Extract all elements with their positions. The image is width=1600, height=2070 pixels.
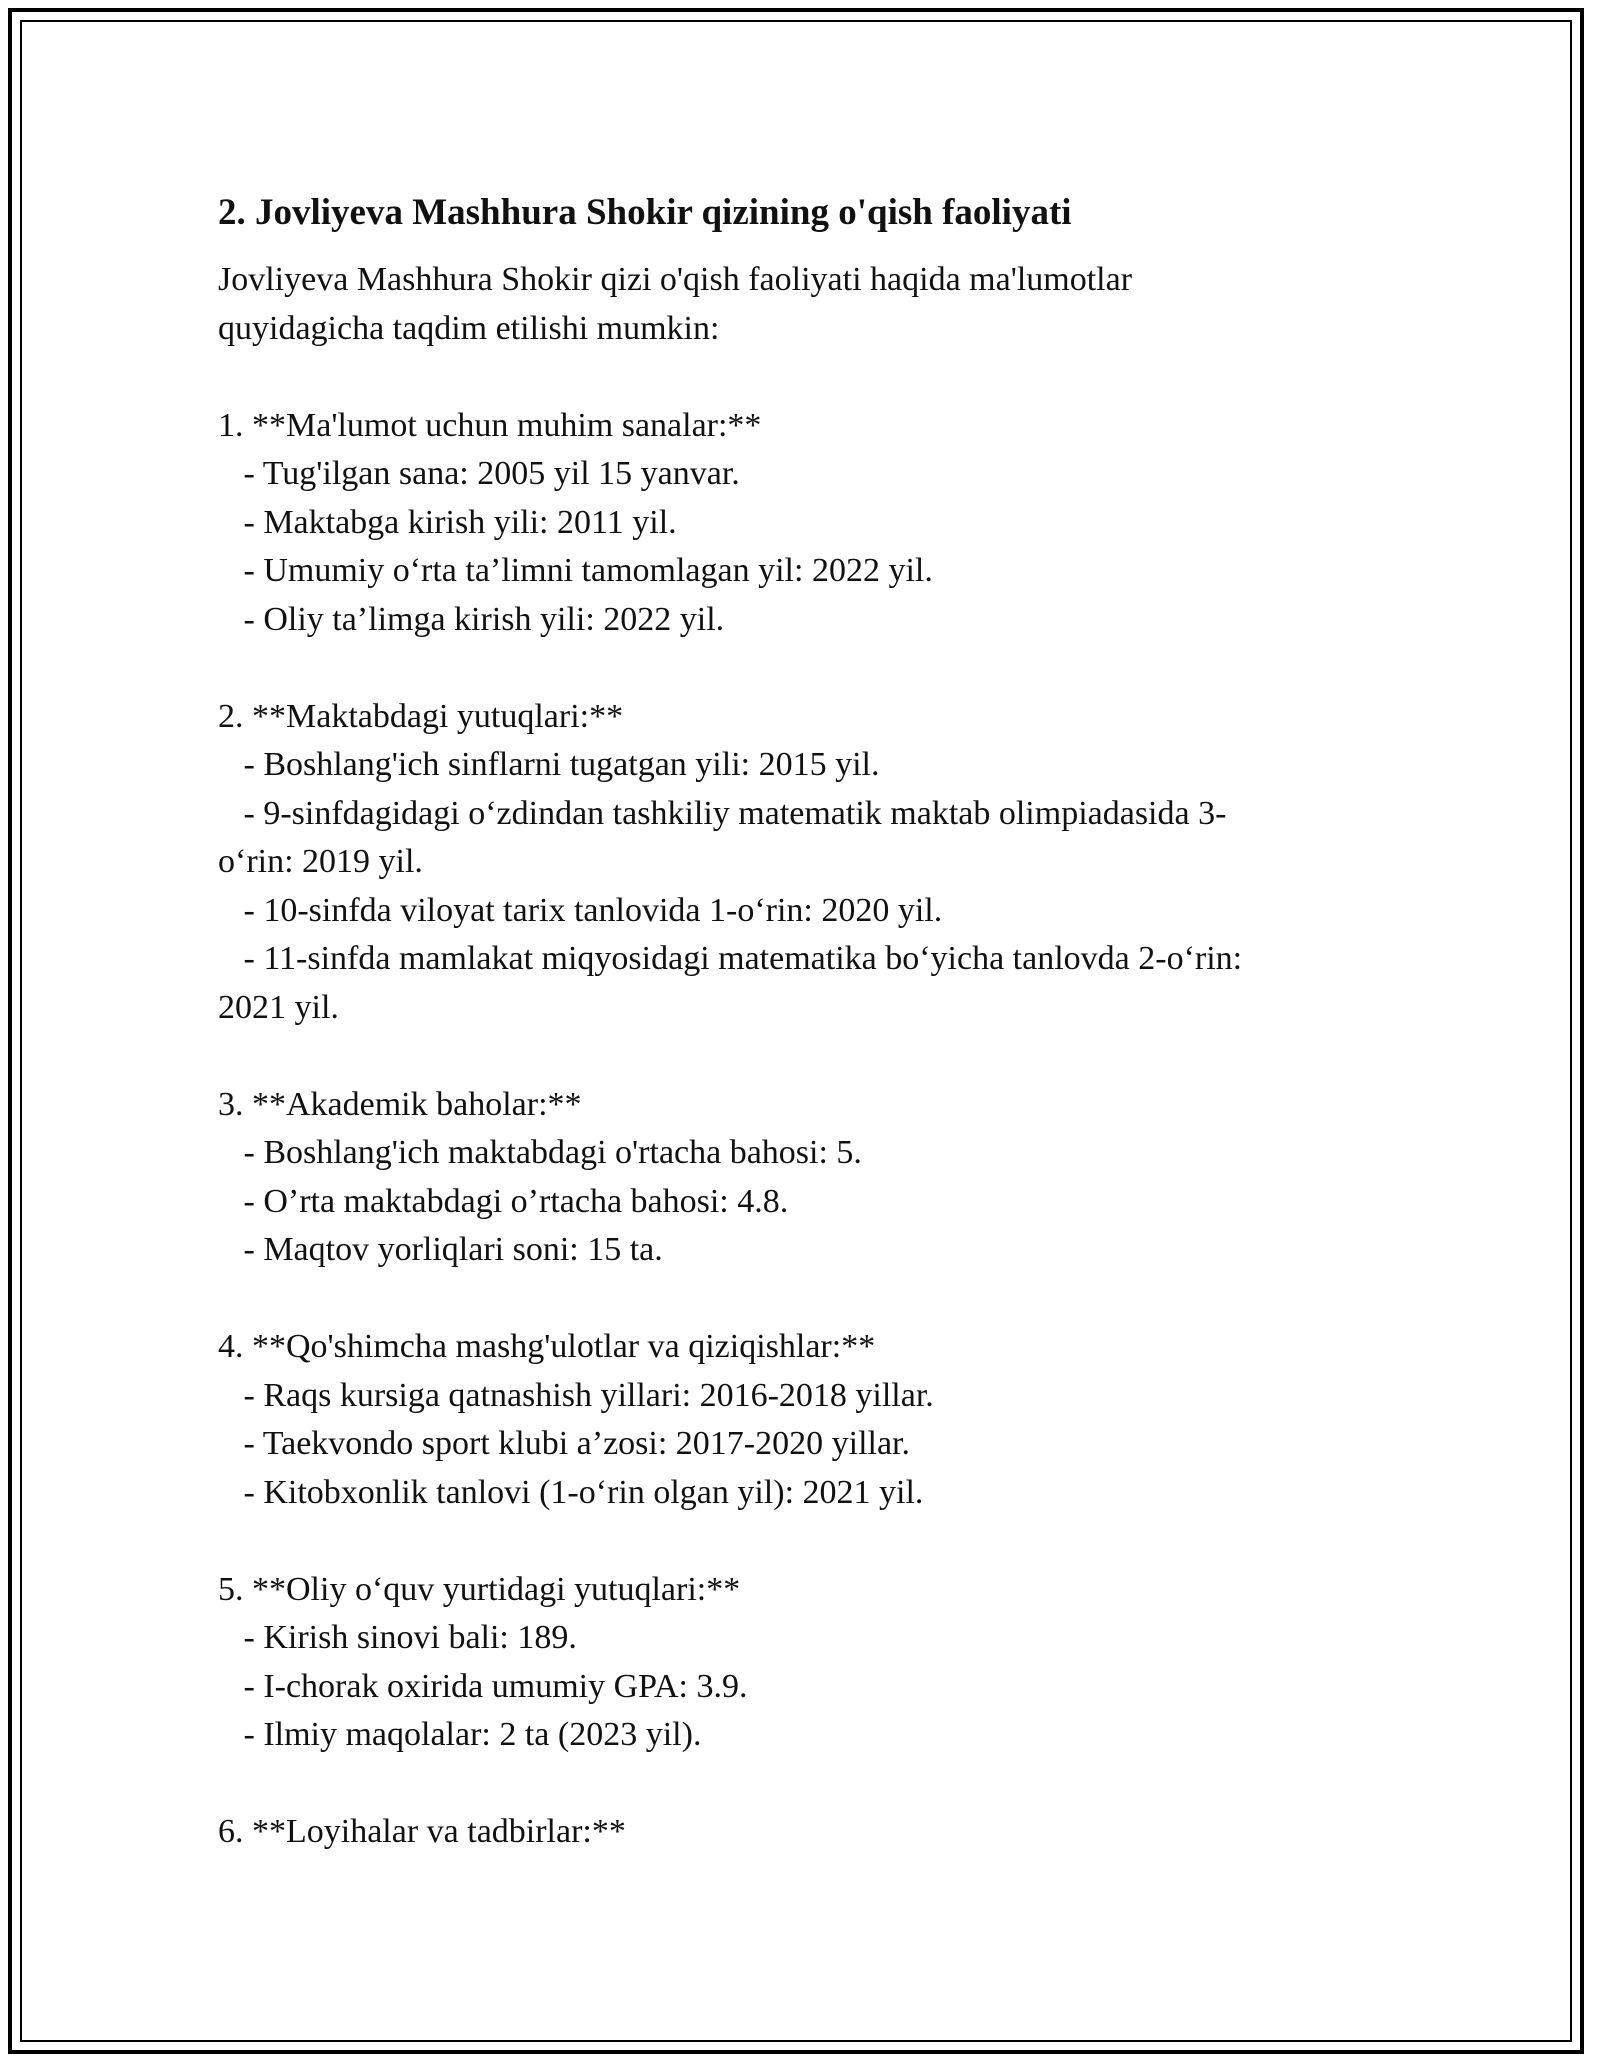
list-item: - Kirish sinovi bali: 189. — [218, 1619, 577, 1656]
spacer — [218, 1517, 1358, 1566]
section-heading: 5. **Oliy o‘quv yurtidagi yutuqlari:** — [218, 1570, 741, 1608]
section-heading: 2. **Maktabdagi yutuqlari:** — [218, 697, 624, 735]
list-item: - O’rta maktabdagi o’rtacha bahosi: 4.8. — [218, 1182, 789, 1220]
section-heading: 4. **Qo'shimcha mashg'ulotlar va qiziqishlar:** — [218, 1328, 876, 1365]
section-heading: 3. **Akademik baholar:** — [218, 1085, 582, 1123]
section-academic-grades — [218, 1081, 1358, 1275]
spacer — [218, 1032, 1358, 1081]
spacer — [218, 353, 1358, 402]
document-body — [218, 182, 1358, 1857]
list-item: - Umumiy o‘rta ta’limni tamomlagan yil: 2022 yil. — [218, 552, 933, 589]
list-item: - Raqs kursiga qatnashish yillari: 2016-2018 yillar. — [218, 1376, 934, 1414]
section-important-dates — [218, 402, 1358, 645]
list-item: - Maktabga kirish yili: 2011 yil. — [218, 503, 677, 541]
list-item: o‘rin: 2019 yil. — [218, 843, 423, 880]
list-item: - Boshlang'ich sinflarni tugatgan yili: 2015 yil. — [218, 746, 880, 783]
section-school-achievements — [218, 693, 1358, 1033]
section-heading: 1. **Ma'lumot uchun muhim sanalar:** — [218, 406, 762, 444]
document-title: 2. Jovliyeva Mashhura Shokir qizining o'qish faoliyati — [218, 192, 1072, 233]
spacer — [218, 644, 1358, 693]
list-item: - Kitobxonlik tanlovi (1-o‘rin olgan yil): 2021 yil. — [218, 1473, 924, 1511]
list-item: - Oliy ta’limga kirish yili: 2022 yil. — [218, 600, 725, 638]
spacer — [218, 1760, 1358, 1809]
list-item: - Boshlang'ich maktabdagi o'rtacha bahosi: 5. — [218, 1134, 862, 1171]
list-item: - Ilmiy maqolalar: 2 ta (2023 yil). — [218, 1716, 702, 1753]
list-item: - I-chorak oxirida umumiy GPA: 3.9. — [218, 1667, 748, 1705]
list-item: - Maqtov yorliqlari soni: 15 ta. — [218, 1231, 663, 1268]
list-item: - Taekvondo sport klubi a’zosi: 2017-2020 yillar. — [218, 1425, 911, 1462]
list-item: - 11-sinfda mamlakat miqyosidagi matematika bo‘yicha tanlovda 2-o‘rin: — [218, 940, 1243, 977]
section-projects-events — [218, 1808, 1358, 1857]
list-item: - 9-sinfdagidagi o‘zdindan tashkiliy matematik maktab olimpiadasida 3- — [218, 794, 1227, 832]
list-item: - Tug'ilgan sana: 2005 yil 15 yanvar. — [218, 455, 740, 492]
list-item: - 10-sinfda viloyat tarix tanlovida 1-o‘rin: 2020 yil. — [218, 891, 943, 929]
intro-line-2: quyidagicha taqdim etilishi mumkin: — [218, 309, 720, 347]
section-extra-activities — [218, 1323, 1358, 1517]
section-heading: 6. **Loyihalar va tadbirlar:** — [218, 1813, 626, 1850]
list-item: 2021 yil. — [218, 988, 339, 1026]
spacer — [218, 1275, 1358, 1324]
section-university-achievements — [218, 1566, 1358, 1760]
intro-line-1: Jovliyeva Mashhura Shokir qizi o'qish faoliyati haqida ma'lumotlar — [218, 261, 1133, 298]
